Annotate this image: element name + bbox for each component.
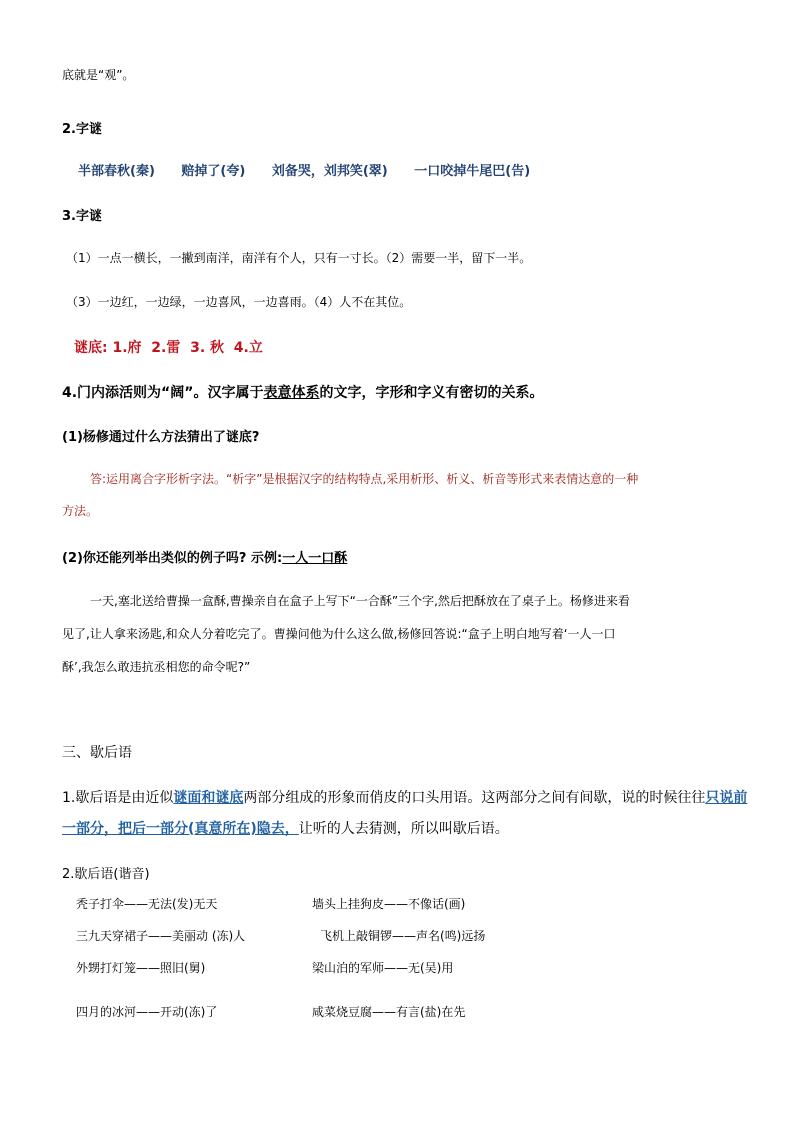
def-text-c: 让听的人去猜测，所以叫歇后语。 — [298, 821, 509, 837]
section-4-intro — [62, 382, 543, 402]
intro-text-a: 4.门内添活则为“ — [62, 385, 171, 401]
answer-3: 3. 秋 — [190, 340, 225, 356]
xiehouyu-right-4: 咸菜烧豆腐——有言(盐)在先 — [312, 1005, 466, 1019]
riddle-text-2: （3）一边红，一边绿，一边喜风，一边喜雨。（4）人不在其位。 — [66, 295, 412, 309]
xiehouyu-right-3: 梁山泊的军师——无(吴)用 — [312, 961, 454, 975]
riddle-1: 半部春秋(秦) — [78, 164, 155, 179]
intro-text-b: ”。汉字属于 — [184, 385, 264, 401]
riddle-row — [78, 160, 530, 179]
xiehouyu-left-4: 四月的冰河——开动(冻)了 — [76, 1005, 218, 1019]
continued-text: 底就是“观”。 — [62, 68, 135, 82]
intro-text-c: 的文字，字形和字义有密切的关系。 — [319, 385, 544, 401]
xiehouyu-right-2: 飞机上敲铜锣——声名(鸣)远扬 — [320, 929, 486, 943]
def-key-phrase-2: 一部分，把后一部分(真意所在)隐去， — [62, 821, 299, 837]
riddle-answers — [74, 337, 263, 357]
def-text-a: 1.歇后语是由近似 — [62, 790, 174, 806]
answer-1: 1.府 — [112, 340, 142, 356]
answer-line-1: 答:运用离合字形析字法。“析字”是根据汉字的结构特点,采用析形、析义、析音等形式来表情达意的一种 — [90, 472, 639, 486]
intro-underlined: 表意体系 — [263, 385, 320, 401]
xiehouyu-def-1 — [62, 787, 747, 807]
story-line-2: 见了,让人拿来汤匙,和众人分着吃完了。曹操问他为什么这么做,杨修回答说:“盒子上明白地写着‘一人一口 — [62, 627, 616, 641]
question-2-text: (2)你还能列举出类似的例子吗? 示例: — [62, 551, 283, 566]
xiehouyu-def-2 — [62, 818, 509, 838]
def-key-phrase-1: 只说前 — [705, 790, 748, 806]
answer-label: 谜底: — [74, 340, 108, 356]
question-1: (1)杨修通过什么方法猜出了谜底? — [62, 430, 260, 445]
xiehouyu-right-1: 墙头上挂狗皮——不像话(画) — [312, 897, 466, 911]
xiehouyu-left-3: 外甥打灯笼——照旧(舅) — [76, 961, 206, 975]
answer-line-2: 方法。 — [62, 504, 99, 518]
xiehouyu-left-1: 秃子打伞——无法(发)无天 — [76, 897, 218, 911]
story-line-3: 酥’,我怎么敢违抗丞相您的命令呢?” — [62, 660, 251, 674]
riddle-2: 赔掉了(夸) — [181, 164, 246, 179]
riddle-4: 一口咬掉牛尾巴(告) — [414, 164, 531, 179]
answer-4: 4.立 — [233, 340, 263, 356]
riddle-3: 刘备哭，刘邦笑(翠) — [271, 164, 388, 179]
xiehouyu-left-2: 三九天穿裙子——美丽动 (冻)人 — [76, 929, 246, 943]
def-key-term: 谜面和谜底 — [173, 790, 244, 806]
def-text-b: 两部分组成的形象而俏皮的口头用语。这两部分之间有间歇，说的时候往往 — [243, 790, 706, 806]
section-3-heading: 3.字谜 — [62, 209, 102, 224]
riddle-text-1: （1）一点一横长，一撇到南洋，南洋有个人，只有一寸长。（2）需要一半，留下一半。 — [66, 251, 532, 265]
story-line-1: 一天,塞北送给曹操一盒酥,曹操亲自在盒子上写下“一合酥”三个字,然后把酥放在了桌子上。杨修进来看 — [90, 594, 630, 608]
section-xiehouyu-heading: 三、歇后语 — [62, 745, 132, 761]
intro-char: 阔 — [170, 385, 185, 401]
section-2-heading: 2.字谜 — [62, 122, 102, 137]
question-2 — [62, 547, 347, 566]
example-underlined: 一人一口酥 — [282, 551, 348, 566]
answer-2: 2.雷 — [151, 340, 181, 356]
xiehouyu-sub-heading: 2.歇后语(谐音) — [62, 867, 150, 882]
